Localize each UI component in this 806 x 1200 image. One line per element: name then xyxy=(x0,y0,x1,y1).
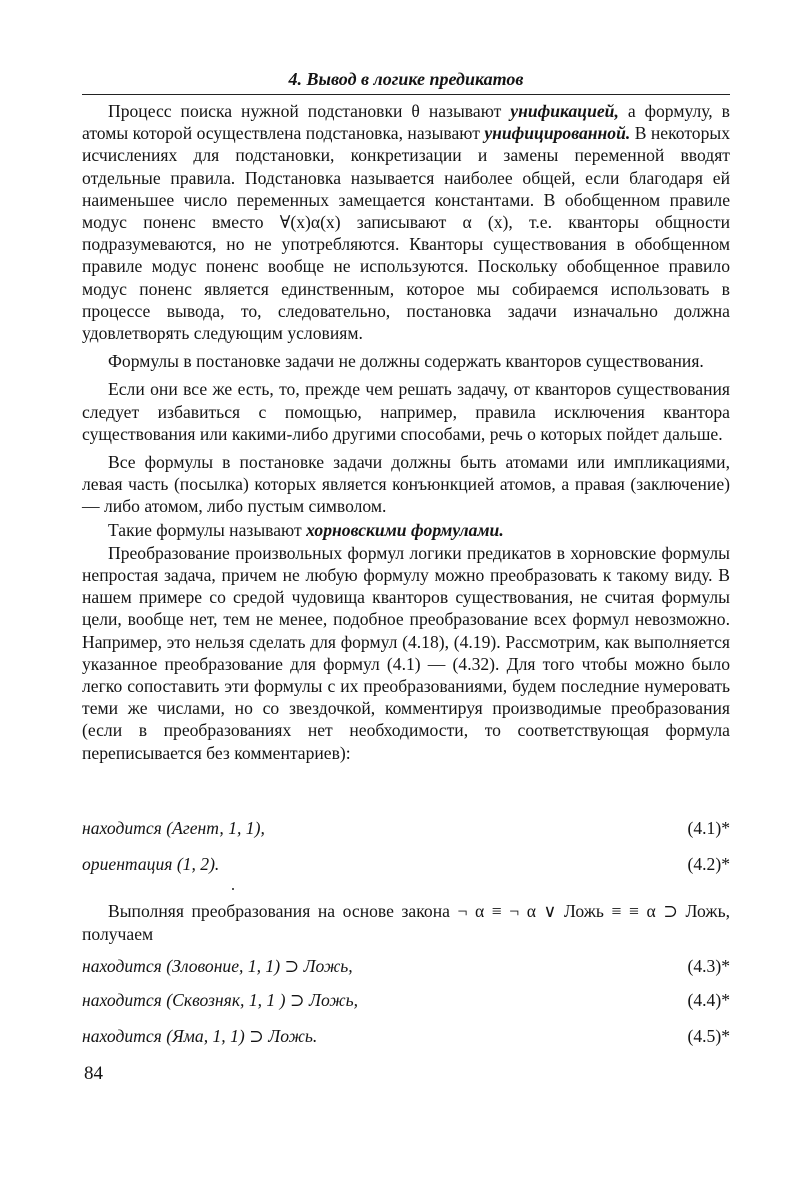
paragraph-unification xyxy=(82,100,730,344)
transform-paragraph xyxy=(82,900,730,946)
formula-line xyxy=(82,816,730,840)
formula-expression: ориентация (1, 2). xyxy=(82,854,220,874)
paragraph-quantifier-removal: Если они все же есть, то, прежде чем решать задачу, от кванторов существования следует избавиться с помощью, например, правила исключения квантора существования или какими-либо другими способами, речь о которых пойдет дальше. xyxy=(82,379,730,444)
paragraph-condition-1: Формулы в постановке задачи не должны содержать кванторов существования. xyxy=(108,351,704,372)
paragraph-horn-transformation: Преобразование произвольных формул логики предикатов в хорновские формулы непростая задача, причем не любую формулу можно преобразовать к такому виду. В нашем примере со средой чудовища кванторов существования, не считая формулы цели, вообще нет, тем не менее, подобное преобразование всех формул невозможно. Например, это нельзя сделать для формул (4.18), (4.19). Рассмотрим, как выполняется указанное преобразование для формул (4.1) — (4.32). Для того чтобы можно было легко сопоставить эти формулы с их преобразованиями, будем последние нумеровать теми же числами, но со звездочкой, комментируя производимые преобразования (если в преобразованиях нет необходимости, то соответствующая формула переписывается без комментариев): xyxy=(82,542,730,763)
formula-expression: находится (Агент, 1, 1), xyxy=(82,818,265,838)
formula-number: (4.4)* xyxy=(687,990,730,1010)
term-unified: унифицированной. xyxy=(484,123,631,144)
paragraph-text: Выполняя преобразования на основе закона ¬ α ≡ ¬ α ∨ Ложь ≡ ≡ α ⊃ Ложь, получаем xyxy=(82,901,730,944)
running-header: 4. Вывод в логике предикатов xyxy=(288,69,524,89)
main-text xyxy=(82,100,730,770)
print-speck xyxy=(232,888,234,890)
page-number: 84 xyxy=(84,1063,103,1084)
paragraph-text: а формулу, в атомы которой осуществлена подстановка, называют xyxy=(82,101,730,144)
formula-line xyxy=(82,954,730,978)
paragraph-text: Такие формулы называют xyxy=(108,519,307,540)
formula-line xyxy=(82,1024,730,1048)
paragraph-condition-2: Все формулы в постановке задачи должны быть атомами или импликациями, левая часть (посылка) которых является конъюнкцией атомов, а правая (заключение) — либо атомом, либо пустым символом. xyxy=(82,452,730,517)
formula-line xyxy=(82,852,730,876)
formula-line xyxy=(82,988,730,1012)
formula-number: (4.3)* xyxy=(687,956,730,976)
formula-expression: находится (Зловоние, 1, 1) ⊃ Ложь, xyxy=(82,956,353,976)
paragraph-horn-definition xyxy=(82,519,730,541)
term-unification: унификацией, xyxy=(510,101,619,121)
formula-number: (4.2)* xyxy=(687,854,730,874)
formula-number: (4.5)* xyxy=(687,1026,730,1046)
paragraph-text: Процесс поиска нужной подстановки θ называют xyxy=(108,101,511,121)
formula-expression: находится (Яма, 1, 1) ⊃ Ложь. xyxy=(82,1026,318,1046)
paragraph-text: В некоторых исчислениях для подстановки, конкретизации и замены переменной вводят отдельные правила. Подстановка называется наиболее общей, если благодаря ей наименьшее число переменных замещается константами. В обобщенном правиле модус поненс вместо ∀(x)α(x) записывают α (x), т.е. кванторы общности подразумеваются, но не употребляются. Кванторы существования в обобщенном правиле модус поненс вообще не используются. Поскольку обобщенное правило модус поненс является единственным, которое мы собираемся использовать в процессе вывода, то, следовательно, постановка задачи изначально должна удовлетворять следующим условиям. xyxy=(82,123,730,344)
formula-expression: находится (Сквозняк, 1, 1 ) ⊃ Ложь, xyxy=(82,990,359,1010)
formula-number: (4.1)* xyxy=(687,818,730,838)
header-rule xyxy=(82,94,730,95)
term-horn-formulas: хорновскими формулами. xyxy=(306,519,504,540)
